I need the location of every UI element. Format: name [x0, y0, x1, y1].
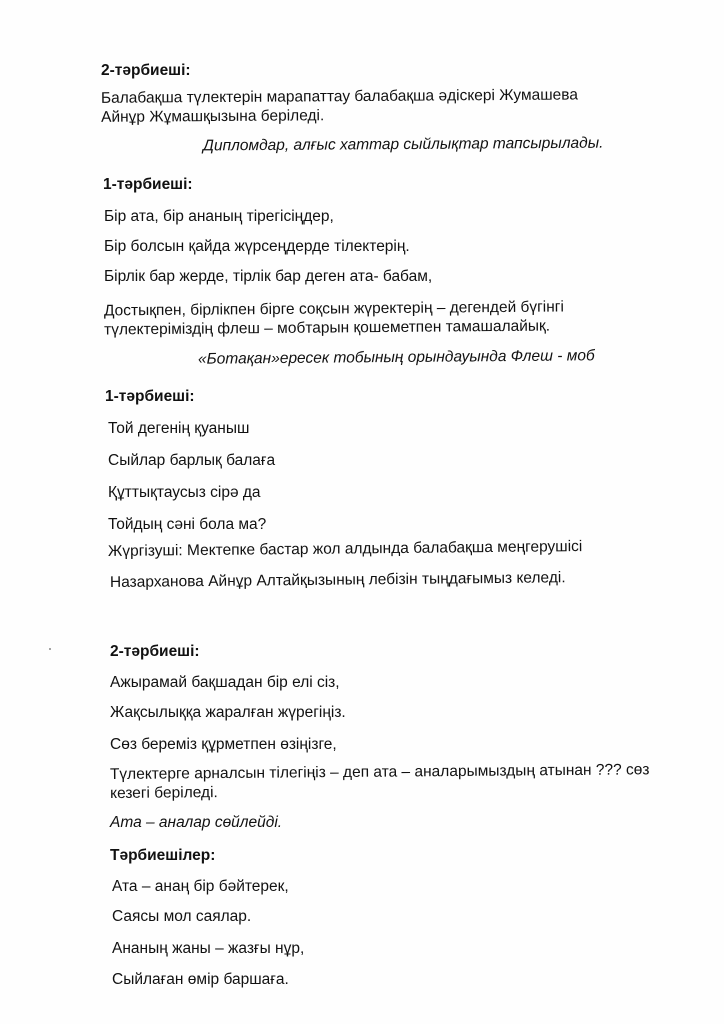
speaker-heading: 2-тәрбиеші: — [101, 62, 191, 79]
scan-speck — [49, 648, 51, 650]
verse-line: Сыйлар барлық балаға — [108, 452, 276, 469]
speaker-heading: 1-тәрбиеші: — [105, 388, 195, 405]
verse-line: Бір болсын қайда жүрсеңдерде тілектерің. — [104, 238, 410, 255]
verse-line: Назарханова Айнұр Алтайқызының лебізін тыңдағымыз келеді. — [109, 569, 566, 591]
stage-direction: «Ботақан»ересек тобының орындауында Флеш - моб — [197, 347, 595, 368]
verse-line: Ата – анаң бір бәйтерек, — [112, 878, 289, 895]
speaker-heading: 2-тәрбиеші: — [110, 643, 200, 660]
verse-line: Саясы мол саялар. — [112, 908, 252, 925]
speaker-heading: 1-тәрбиеші: — [103, 176, 193, 193]
verse-line: Жақсылыққа жаралған жүрегіңіз. — [110, 704, 346, 721]
paragraph: Түлектерге арналсын тілегіңіз – деп ата – аналарымыздың атынан ??? сөз кезегі беріледі. — [109, 761, 650, 802]
verse-line: Бір ата, бір ананың тірегісіңдер, — [104, 208, 334, 225]
verse-line: Той дегенің қуаныш — [108, 420, 250, 437]
verse-line: Сөз береміз құрметпен өзіңізге, — [110, 736, 337, 753]
speaker-heading: Тәрбиешілер: — [110, 847, 216, 864]
verse-line: Жүргізуші: Мектепке бастар жол алдында балабақша меңгерушісі — [107, 538, 583, 560]
paragraph: Балабақша түлектерін марапаттау балабақша әдіскері Жумашева Айнұр Жұмашқызына беріледі. — [100, 86, 579, 126]
stage-direction: Дипломдар, алғыс хаттар сыйлықтар тапсырылады. — [202, 134, 604, 155]
verse-line: Ажырамай бақшадан бір елі сіз, — [110, 674, 340, 691]
verse-line: Тойдың сәні бола ма? — [108, 516, 267, 533]
verse-line: Құттықтаусыз сірә да — [108, 484, 261, 501]
verse-line: Ананың жаны – жазғы нұр, — [112, 940, 305, 957]
paragraph: Достықпен, бірлікпен бірге соқсын жүректерің – дегендей бүгінгі түлектеріміздің флеш – мобтарын қошеметпен тамашалайық. — [103, 298, 564, 339]
verse-line: Бірлік бар жерде, тірлік бар деген ата- бабам, — [104, 268, 433, 285]
stage-note: Ата – аналар сөйлейді. — [110, 814, 283, 831]
verse-line: Сыйлаған өмір баршаға. — [112, 971, 289, 988]
